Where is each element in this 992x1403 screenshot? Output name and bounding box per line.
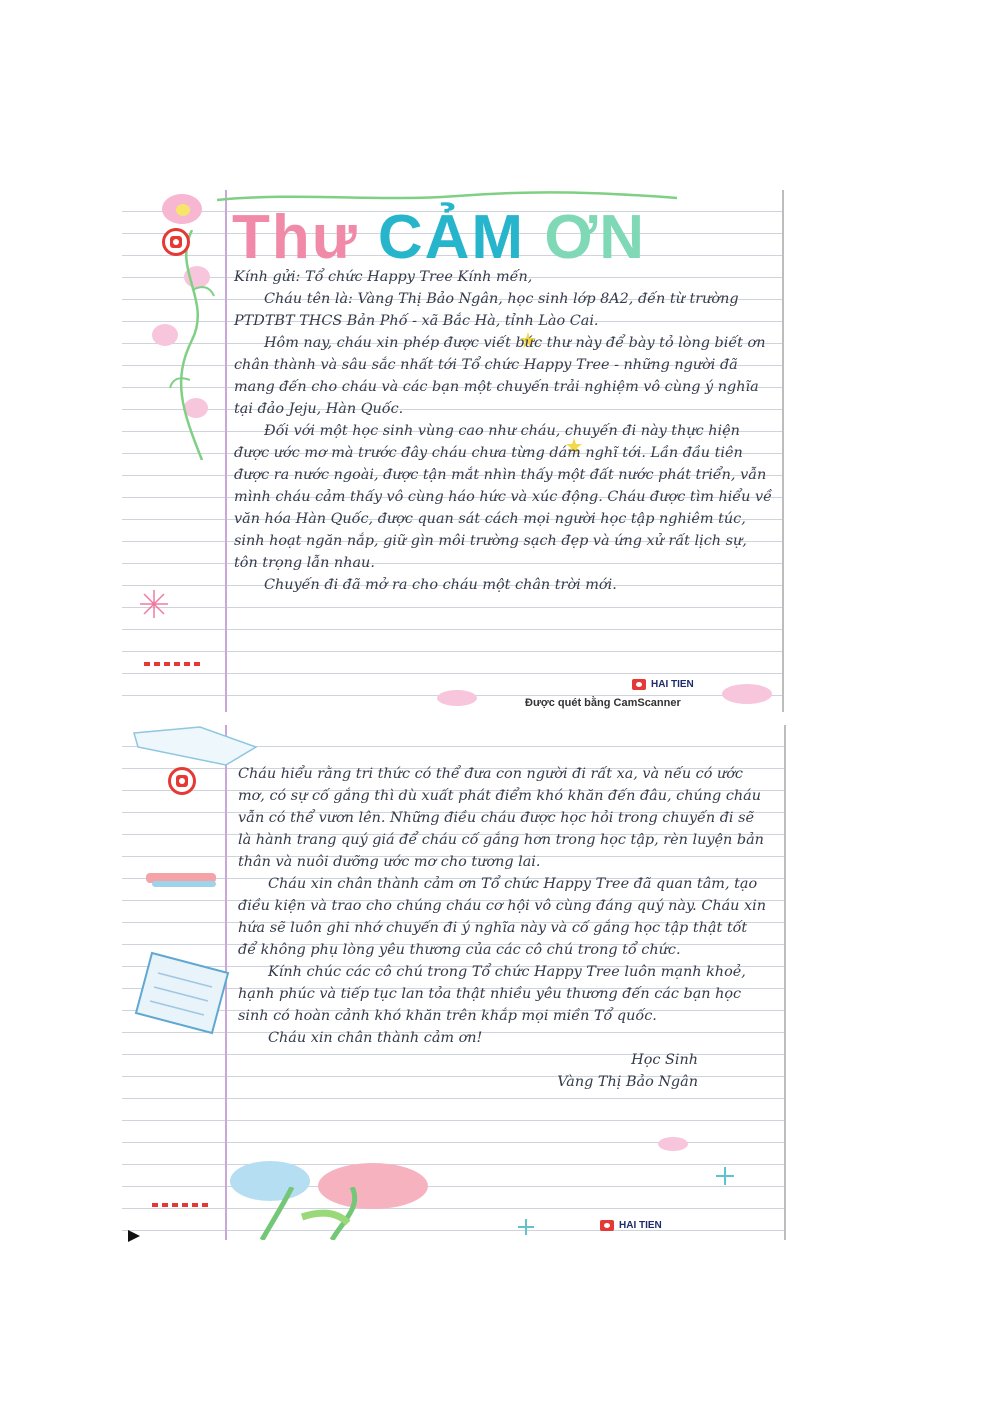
ring-binder-icon xyxy=(162,228,190,256)
ring-binder-icon xyxy=(168,767,196,795)
margin-dashes xyxy=(152,1203,210,1207)
flower-icon xyxy=(176,204,190,216)
flower-icon xyxy=(658,1137,688,1151)
brand-logo-icon xyxy=(600,1220,614,1231)
letter-body-page-1 xyxy=(234,266,772,596)
paragraph: Chuyến đi đã mở ra cho cháu một chân trời mới. xyxy=(264,577,617,593)
star-icon xyxy=(716,1167,734,1185)
letter-body-page-2 xyxy=(238,763,768,1093)
crayon-stroke xyxy=(152,881,216,887)
brand-label: HAI TIEN xyxy=(619,1220,662,1231)
paragraph: Đối với một học sinh vùng cao như cháu, chuyến đi này thực hiện được ước mơ mà trước đây cháu chưa từng dám nghĩ tới. Lần đầu tiên được ra nước ngoài, được tận mắt nhìn thấy một đất nước phát triển, vẫn mình cháu cảm thấy vô cùng háo hức và xúc động. Cháu được tìm hiểu về văn hóa Hàn Quốc, được quan sát cách mọi người học tập nghiêm túc, sinh hoạt ngăn nắp, giữ gìn môi trường sạch đẹp và ứng xử rất lịch sự, tôn trọng lẫn nhau. xyxy=(234,423,772,571)
paragraph: Hôm nay, cháu xin phép được viết bức thư này để bày tỏ lòng biết ơn chân thành và sâu sắc nhất tới Tổ chức Happy Tree - những người đã mang đến cho cháu và các bạn một chuyến trải nghiệm vô cùng ý nghĩa tại đảo Jeju, Hàn Quốc. xyxy=(234,335,766,417)
signature-role: Học Sinh xyxy=(631,1052,698,1068)
title-part-3: ƠN xyxy=(544,203,646,272)
notebook-brand xyxy=(600,1220,662,1231)
letter-page-1 xyxy=(122,190,784,712)
paragraph: Cháu hiểu rằng tri thức có thể đưa con người đi rất xa, và nếu có ước mơ, có sự cố gắng thì dù xuất phát điểm khó khăn đến đâu, chúng cháu vẫn có thể vươn lên. Những điều cháu được học hỏi trong chuyến đi sẽ là hành trang quý giá để cháu cố gắng hơn trong học tập, rèn luyện bản thân và nuôi dưỡng ước mơ cho tương lai. xyxy=(238,766,764,870)
flower-icon xyxy=(437,690,477,706)
letter-page-2 xyxy=(122,725,786,1240)
paragraph: Cháu xin chân thành cảm ơn Tổ chức Happy Tree đã quan tâm, tạo điều kiện và trao cho chúng cháu cơ hội vô cùng đáng quý này. Cháu xin hứa sẽ luôn ghi nhớ chuyến đi ý nghĩa này và cố gắng học tập thật tốt để không phụ lòng yêu thương của các cô chú trong tổ chức. xyxy=(238,876,767,958)
paragraph: Kính chúc các cô chú trong Tổ chức Happy Tree luôn mạnh khoẻ, hạnh phúc và tiếp tục lan tỏa thật nhiều yêu thương đến các bạn học sinh có hoàn cảnh khó khăn trên khắp mọi miền Tổ quốc. xyxy=(238,964,746,1024)
title-part-1: Thư xyxy=(232,203,359,272)
vine-decoration xyxy=(162,230,222,460)
paragraph: Cháu tên là: Vàng Thị Bảo Ngân, học sinh lớp 8A2, đến từ trường PTDTBT THCS Bản Phố - xã Bắc Hà, tỉnh Lào Cai. xyxy=(234,291,739,329)
scan-note: Được quét bằng CamScanner xyxy=(525,697,681,709)
leaf-decoration xyxy=(252,1187,402,1240)
brand-logo-icon xyxy=(632,679,646,690)
star-icon xyxy=(140,590,168,618)
margin-line xyxy=(225,190,227,712)
flower-icon xyxy=(722,684,772,704)
closing-line: Cháu xin chân thành cảm ơn! xyxy=(268,1030,483,1046)
notebook-brand xyxy=(632,679,694,690)
title-part-2: CẢM xyxy=(377,203,526,272)
salutation: Kính gửi: Tổ chức Happy Tree Kính mến, xyxy=(234,269,533,285)
letter-title xyxy=(232,202,646,274)
signature-name: Vàng Thị Bảo Ngân xyxy=(557,1074,698,1090)
margin-dashes xyxy=(144,662,202,666)
notepad-sketch-decoration xyxy=(132,947,232,1037)
star-icon xyxy=(518,1219,534,1235)
corner-marker xyxy=(128,1230,140,1242)
brand-label: HAI TIEN xyxy=(651,679,694,690)
